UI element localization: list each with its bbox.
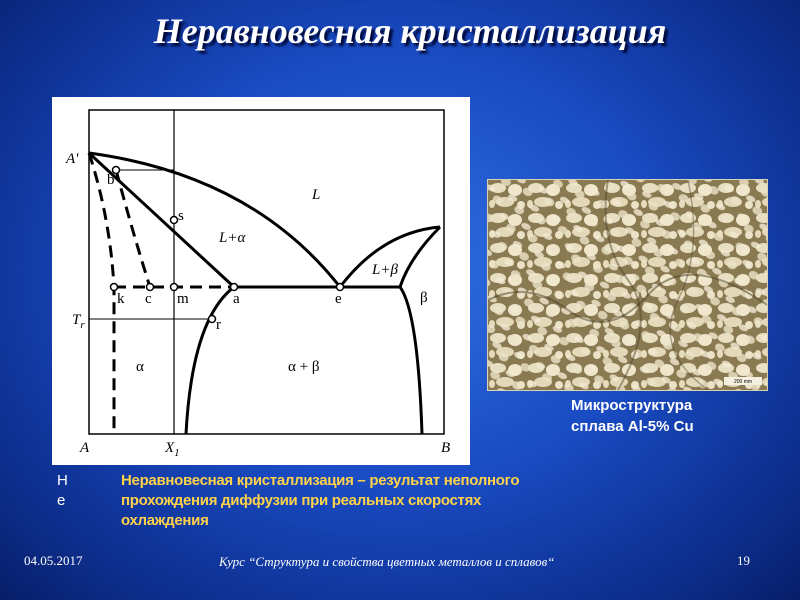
point-r [209, 316, 216, 323]
footer-course: Курс “Структура и свойства цветных металлов и сплавов“ [219, 554, 555, 569]
label-l-beta: L+β [372, 262, 398, 278]
label-b: b [107, 172, 115, 188]
label-a: a [233, 291, 240, 307]
microstructure-image [488, 180, 767, 390]
solvus-beta [400, 287, 422, 434]
microstructure-photo [487, 179, 768, 391]
label-s: s [178, 208, 184, 224]
microstructure-caption [571, 395, 771, 437]
solvus-alpha [186, 287, 234, 434]
point-e [337, 284, 344, 291]
label-a-axis: A [80, 440, 90, 456]
label-e: e [335, 291, 342, 307]
scale-bar-label: 200 mm [733, 379, 753, 385]
label-l: L [312, 187, 321, 203]
label-b-axis: B [441, 440, 451, 456]
micro-caption-line2: сплава Al-5% Cu [571, 418, 694, 435]
point-c [147, 284, 154, 291]
dashed-solidus-k [89, 153, 114, 434]
main-caption: Неравновесная кристаллизация – результат неполного прохождения диффузии при реальных скоростях охлаждения [121, 472, 520, 529]
label-r: r [216, 317, 221, 333]
label-c: c [145, 291, 152, 307]
footer-date: 04.05.2017 [24, 553, 83, 568]
label-beta: β [420, 290, 428, 306]
liquidus-beta [340, 227, 440, 287]
dashed-solidus-c [116, 170, 150, 287]
label-alpha-beta: α + β [288, 359, 320, 375]
point-s [171, 217, 178, 224]
phase-diagram [52, 97, 470, 465]
point-k [111, 284, 118, 291]
liquidus-alpha [89, 153, 340, 287]
label-x1: $X_1$ [165, 440, 180, 459]
label-alpha: α [136, 359, 144, 375]
label-l-alpha: L+α [219, 230, 246, 246]
label-tr: $T_r$ [72, 312, 85, 331]
label-k: k [117, 291, 125, 307]
point-m [171, 284, 178, 291]
micro-caption-line1: Микроструктура [571, 397, 693, 414]
slide-title: Неравновесная кристаллизация [153, 11, 667, 51]
page-number: 19 [737, 553, 750, 568]
note-marker: Не [57, 472, 68, 509]
label-a-prime: A' [66, 151, 79, 167]
phase-diagram-svg [52, 97, 470, 465]
point-a [231, 284, 238, 291]
label-m: m [177, 291, 189, 307]
